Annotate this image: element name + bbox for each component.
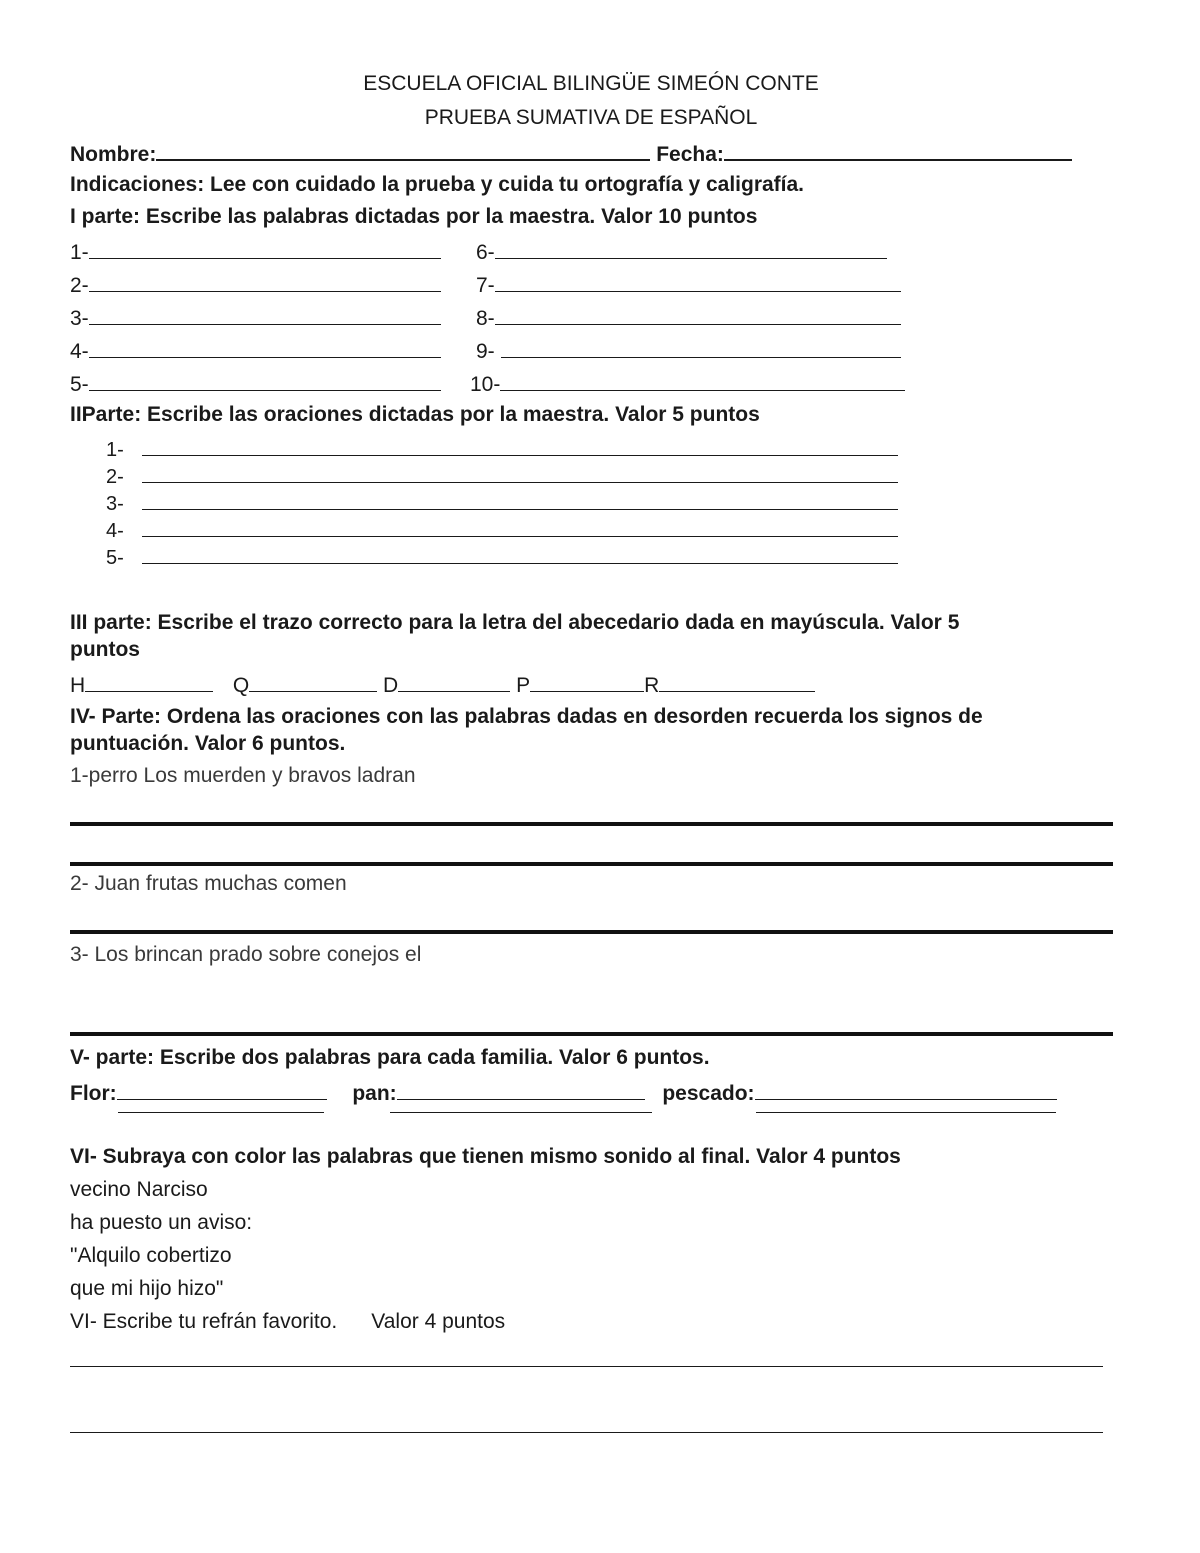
refran-line-1[interactable] [70,1366,1103,1367]
test-title: PRUEBA SUMATIVA DE ESPAÑOL [424,106,758,129]
letter-line[interactable] [398,671,510,692]
answer-line[interactable] [142,491,898,510]
part2-item-4 [106,518,898,543]
answer-line[interactable] [89,271,441,292]
instructions: Indicaciones: Lee con cuidado la prueba y cuida tu ortografía y caligrafía. [70,173,805,196]
part1-item-9 [476,337,901,364]
part2-item-3 [106,491,898,516]
family-line[interactable] [117,1079,327,1100]
letter-d: D [383,674,399,697]
answer-line[interactable] [501,337,901,358]
family-line[interactable] [755,1079,1057,1100]
letter-r: R [644,674,660,697]
answer-line[interactable] [89,370,441,391]
part7-heading [70,1310,505,1334]
refran-line-2[interactable] [70,1432,1103,1433]
name-label: Nombre: [70,143,157,166]
poem-line-4: que mi hijo hizo" [70,1277,224,1300]
part2-item-1 [106,437,898,462]
letter-line[interactable] [85,671,213,692]
part2-item-5 [106,545,898,570]
part1-item-2 [70,271,441,298]
family-line-2c[interactable] [756,1112,1056,1113]
date-label: Fecha: [656,143,724,166]
family-line-2b[interactable] [390,1112,652,1113]
family-pan: pan: [352,1082,397,1105]
part5-heading: V- parte: Escribe dos palabras para cada familia. Valor 6 puntos. [70,1046,710,1069]
item-number: 9- [476,340,501,363]
item-number: 5- [106,547,124,569]
name-row [70,139,1072,167]
answer-line-3[interactable] [70,1032,1113,1036]
item-number: 1- [106,439,124,461]
item-number: 7- [476,274,495,297]
answer-line-1[interactable] [70,822,1113,826]
family-line[interactable] [397,1079,645,1100]
answer-line[interactable] [142,464,898,483]
letter-p: P [516,674,531,697]
item-number: 5- [70,373,89,396]
answer-line[interactable] [142,518,898,537]
date-field[interactable] [724,139,1072,161]
part1-item-1 [70,238,441,265]
part1-heading: I parte: Escribe las palabras dictadas por la maestra. Valor 10 puntos [70,205,758,228]
part1-item-5 [70,370,441,397]
answer-line[interactable] [495,271,901,292]
item-number: 6- [476,241,495,264]
answer-line[interactable] [142,545,898,564]
answer-line[interactable] [89,238,441,259]
part7-value: Valor 4 puntos [371,1310,506,1333]
part1-item-8 [476,304,901,331]
sentence-3: 3- Los brincan prado sobre conejos el [70,943,422,966]
family-line-2a[interactable] [118,1112,324,1113]
part3-heading: III parte: Escribe el trazo correcto para la letra del abecedario dada en mayúscula. Valor 5 [70,611,960,634]
school-name: ESCUELA OFICIAL BILINGÜE SIMEÓN CONTE [363,72,819,95]
part4-heading: IV- Parte: Ordena las oraciones con las palabras dadas en desorden recuerda los signos de [70,705,983,728]
part3-heading-cont: puntos [70,638,140,661]
item-number: 3- [70,307,89,330]
letter-line[interactable] [249,671,377,692]
letter-q: Q [232,674,250,697]
poem-line-3: "Alquilo cobertizo [70,1244,232,1267]
letter-h: H [70,674,86,697]
part1-item-10 [470,370,905,397]
poem-line-1: vecino Narciso [70,1178,208,1201]
item-number: 4- [106,520,124,542]
letter-row [70,671,815,698]
name-field[interactable] [156,139,650,161]
part7-prompt: VI- Escribe tu refrán favorito. [70,1310,338,1333]
family-flor: Flor: [70,1082,117,1105]
item-number: 10- [470,373,501,396]
answer-line[interactable] [500,370,905,391]
part4-heading-cont: puntuación. Valor 6 puntos. [70,732,346,755]
part2-heading: IIParte: Escribe las oraciones dictadas por la maestra. Valor 5 puntos [70,403,760,426]
part1-item-3 [70,304,441,331]
part1-item-4 [70,337,441,364]
family-row [70,1079,1057,1106]
answer-line[interactable] [495,238,887,259]
part2-item-2 [106,464,898,489]
answer-line-2[interactable] [70,930,1113,934]
answer-line[interactable] [495,304,901,325]
sentence-2: 2- Juan frutas muchas comen [70,872,347,895]
answer-line-1b[interactable] [70,862,1113,866]
poem-line-2: ha puesto un aviso: [70,1211,253,1234]
sentence-1: 1-perro Los muerden y bravos ladran [70,764,416,787]
answer-line[interactable] [89,304,441,325]
item-number: 4- [70,340,89,363]
letter-line[interactable] [659,671,815,692]
item-number: 2- [106,466,124,488]
item-number: 8- [476,307,495,330]
item-number: 3- [106,493,124,515]
answer-line[interactable] [142,437,898,456]
family-pescado: pescado: [662,1082,755,1105]
item-number: 1- [70,241,89,264]
item-number: 2- [70,274,89,297]
part1-item-6 [476,238,887,265]
part1-item-7 [476,271,901,298]
letter-line[interactable] [530,671,644,692]
answer-line[interactable] [89,337,441,358]
part6-heading: VI- Subraya con color las palabras que tienen mismo sonido al final. Valor 4 puntos [70,1145,901,1168]
